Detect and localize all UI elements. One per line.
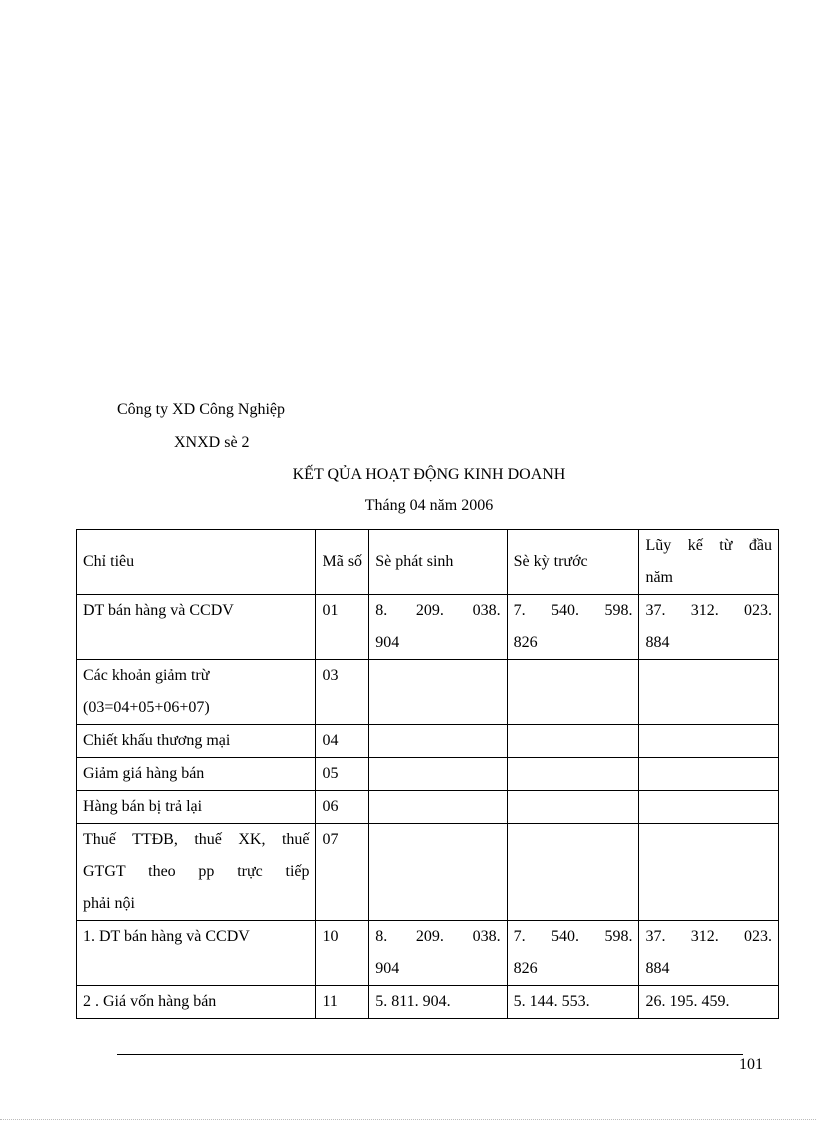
row-previous [507,660,639,725]
row-previous [507,595,639,660]
row-cumulative: 26. 195. 459. [639,986,779,1019]
indicator-line1: Các khoản giảm trừ [83,667,210,684]
row-previous [507,824,639,921]
value-line1: 37. 312. 023. [645,602,772,619]
row-indicator: DT bán hàng và CCDV [77,595,316,660]
row-previous [507,758,639,791]
row-previous [507,791,639,824]
header-indicator: Chỉ tiêu [77,530,316,595]
value-line1: 8. 209. 038. [375,602,501,619]
row-code: 10 [316,921,369,986]
row-current [369,791,507,824]
page-bottom-border [0,1119,816,1120]
income-statement-table [76,529,779,1019]
row-previous: 5. 144. 553. [507,986,639,1019]
value-line2: 884 [645,960,670,977]
value-line1: 7. 540. 598. [513,928,633,945]
indicator-line2: (03=04+05+06+07) [83,699,210,716]
row-code: 01 [316,595,369,660]
table-row [77,725,779,758]
row-current [369,660,507,725]
table-row [77,921,779,986]
row-current [369,824,507,921]
row-cumulative [639,824,779,921]
header-current: Sè phát sinh [369,530,507,595]
row-previous [507,921,639,986]
report-title: KẾT QỦA HOẠT ĐỘNG KINH DOANH [292,466,566,483]
footer-rule [117,1054,743,1055]
value-line2: 904 [375,960,400,977]
row-code: 11 [316,986,369,1019]
row-cumulative [639,660,779,725]
table-row [77,758,779,791]
indicator-line3: phải nội [83,895,135,912]
value-line1: 37. 312. 023. [645,928,772,945]
header-previous: Sè kỳ trước [507,530,639,595]
value-line2: 826 [513,634,538,651]
header-cumulative-line1: Lũy kế từ đầu [645,537,772,554]
header-cumulative-line2: năm [645,569,673,586]
header-cumulative [639,530,779,595]
row-current: 5. 811. 904. [369,986,507,1019]
row-indicator: Hàng bán bị trả lại [77,791,316,824]
row-indicator: 2 . Giá vốn hàng bán [77,986,316,1019]
value-line1: 8. 209. 038. [375,928,501,945]
row-current [369,921,507,986]
row-indicator: Chiết khấu thương mại [77,725,316,758]
indicator-line2: GTGT theo pp trực tiếp [83,863,310,880]
table-row [77,660,779,725]
company-name: Công ty XD Công Nghiệp [117,401,285,418]
indicator-line1: Thuế TTĐB, thuế XK, thuế [83,831,310,848]
row-code: 05 [316,758,369,791]
row-code: 06 [316,791,369,824]
value-line2: 884 [645,634,670,651]
header-code: Mã số [316,530,369,595]
row-cumulative [639,921,779,986]
row-current [369,758,507,791]
row-indicator: 1. DT bán hàng và CCDV [77,921,316,986]
table-row [77,824,779,921]
row-indicator [77,660,316,725]
value-line2: 904 [375,634,400,651]
row-previous [507,725,639,758]
report-period: Tháng 04 năm 2006 [364,497,494,514]
row-indicator [77,824,316,921]
page-number: 101 [739,1056,763,1073]
branch-name: XNXD sè 2 [174,434,250,451]
value-line1: 7. 540. 598. [513,602,633,619]
row-current [369,595,507,660]
row-cumulative [639,758,779,791]
row-cumulative [639,725,779,758]
row-current [369,725,507,758]
row-code: 07 [316,824,369,921]
row-cumulative [639,791,779,824]
table-row [77,986,779,1019]
row-indicator: Giảm giá hàng bán [77,758,316,791]
value-line2: 826 [513,960,538,977]
row-code: 04 [316,725,369,758]
row-cumulative [639,595,779,660]
row-code: 03 [316,660,369,725]
table-header-row [77,530,779,595]
table-row [77,791,779,824]
table-row [77,595,779,660]
